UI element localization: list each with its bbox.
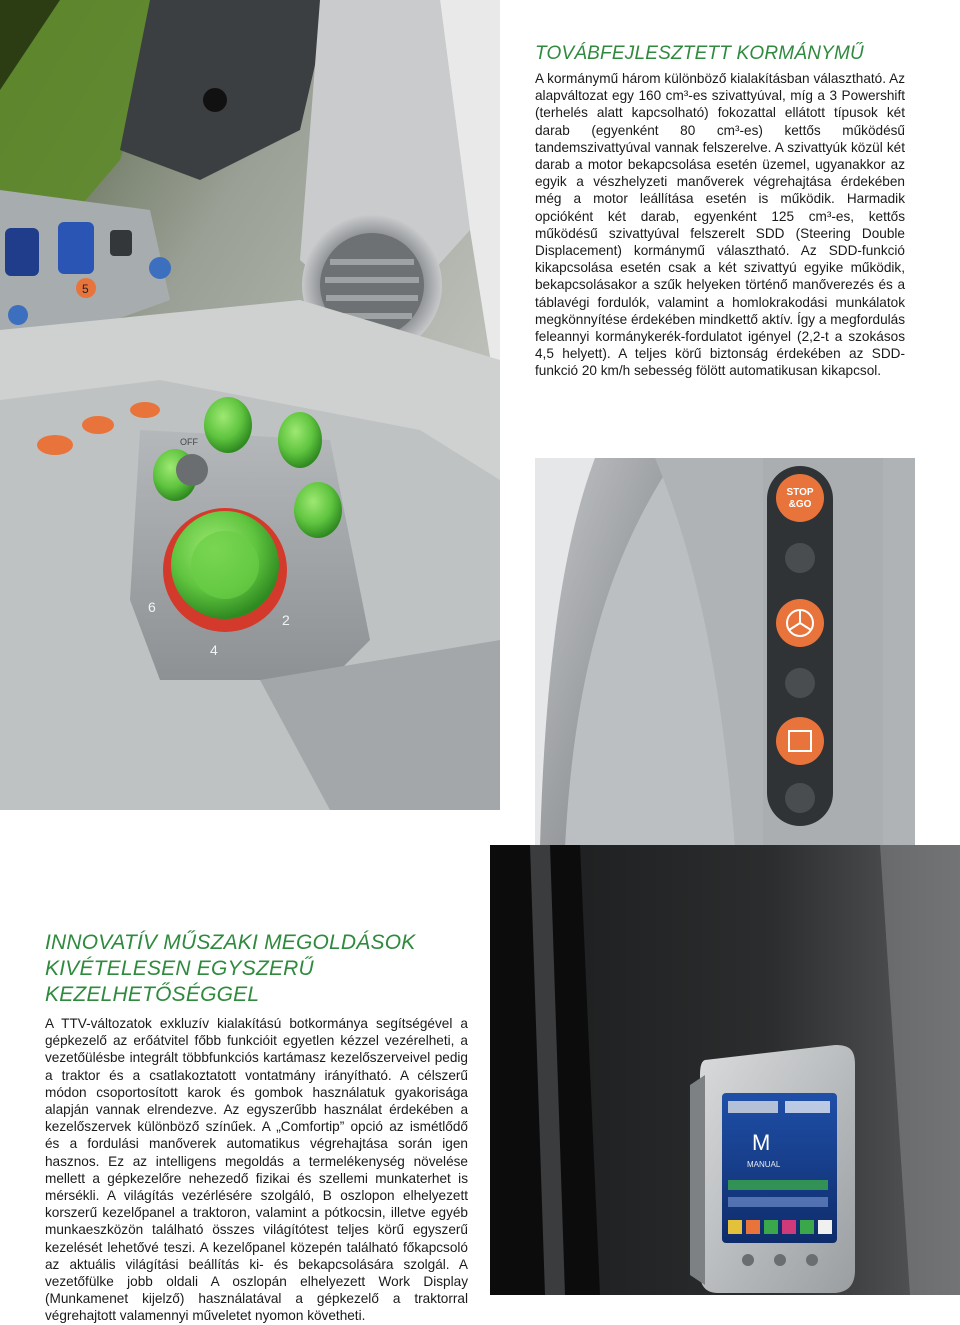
cabin-console-photo [0, 0, 500, 810]
steering-buttons-photo [535, 458, 915, 848]
work-display-photo [490, 845, 960, 1295]
dial-number-6: 6 [148, 599, 156, 615]
steering-body-text: A kormánymű három különböző kialakításban választható. Az alapváltozat egy 160 cm³-es szivattyúval, míg a 3 Powershift (terhelés alatt kapcsolható) fokozattal ellátott típusok két darab (egyenként 80 cm³-es) kettős működésű tandemszivattyúval vannak felszerelve. A szivattyúk közül két darab a motor bekapcsolása esetén üzemel, ugyanakkor az egyik a vészhelyzeti manőverek végrehajtása érdekében még a motor leállítása esetén is működik. Harmadik opcióként két darab, egyenként 125 cm³-es, kettős működésű szivattyúval felszerelt SDD (Steering Double Displacement) kormánymű választható. Az SDD-funkció kikapcsolása esetén csak a két szivattyú egyike működik, bekapcsolásakor a szűk helyeken történő manőverezés és a táblavégi fordulók, valamint a homlokrakodási munkálatok megkönnyítése érdekében mindkettő aktív. Így a megfordulás feleannyi kormánykerék-fordulatot igényel (2,2-t a szokásos 4,5 helyett). A teljes körű biztonság érdekében az SDD-funkció 20 km/h sebesség fölött automatikusan kikapcsol. [535, 71, 906, 379]
off-label: OFF [180, 437, 198, 447]
innovation-heading [45, 930, 468, 1008]
stop-go-label-line1: STOP [786, 487, 814, 498]
innovation-section [45, 930, 468, 1325]
steering-section [535, 42, 905, 380]
gear-5-label: 5 [82, 282, 89, 296]
dial-number-2: 2 [282, 612, 290, 628]
innovation-heading-line2: KIVÉTELESEN EGYSZERŰ KEZELHETŐSÉGGEL [45, 957, 314, 1006]
innovation-heading-line1: INNOVATÍV MŰSZAKI MEGOLDÁSOK [45, 931, 416, 954]
display-mode-text: MANUAL [747, 1160, 781, 1169]
innovation-body-text: A TTV-változatok exkluzív kialakítású botkormánya segítségével a gépkezelő az erőátvitel főbb funkcióit egyetlen kézzel vezérelheti, a vezetőülésbe integrált többfunkciós kartámasz kezelőszerveivel pedig a traktor és a csatlakoztatott vontatmány irányítható. A célszerű módon csoportosított karok és gombok használatuk gyakorisága alapján vannak elrendezve. Az egyszerűbb használat érdekében a kezelőszervek különböző színűek. A „Comfortip” opció az ismétlődő és a fordulási manőverek automatikus végrehajtása során igen hasznos. Ez az intelligens megoldás a termelékenység növelése mellett a gépkezelőre nehezedő fizikai és szellemi munkaterhet is mérsékli. A világítás vezérlésére szolgáló, B oszlopon elhelyezett korszerű kezelőpanel a traktoron, valamint a pótkocsin, illetve egyéb munkaeszközön található összes világítótest teljes körű egyszerű kezelését lehetővé teszi. A kezelőpanel közepén található főkapcsoló az aktuális világítási beállítás ki- és bekapcsolására szolgál. A vezetőfülke jobb oldali A oszlopán elhelyezett Work Display (Munkamenet kijelző) használatával a gépkezelő a traktorral végrehajtott valamennyi műveletet nyomon követheti. [45, 1016, 468, 1324]
dial-number-4: 4 [210, 642, 218, 658]
display-mode-letter: M [752, 1130, 771, 1155]
steering-heading: TOVÁBFEJLESZTETT KORMÁNYMŰ [535, 43, 864, 64]
stop-go-label-line2: &GO [788, 499, 812, 510]
